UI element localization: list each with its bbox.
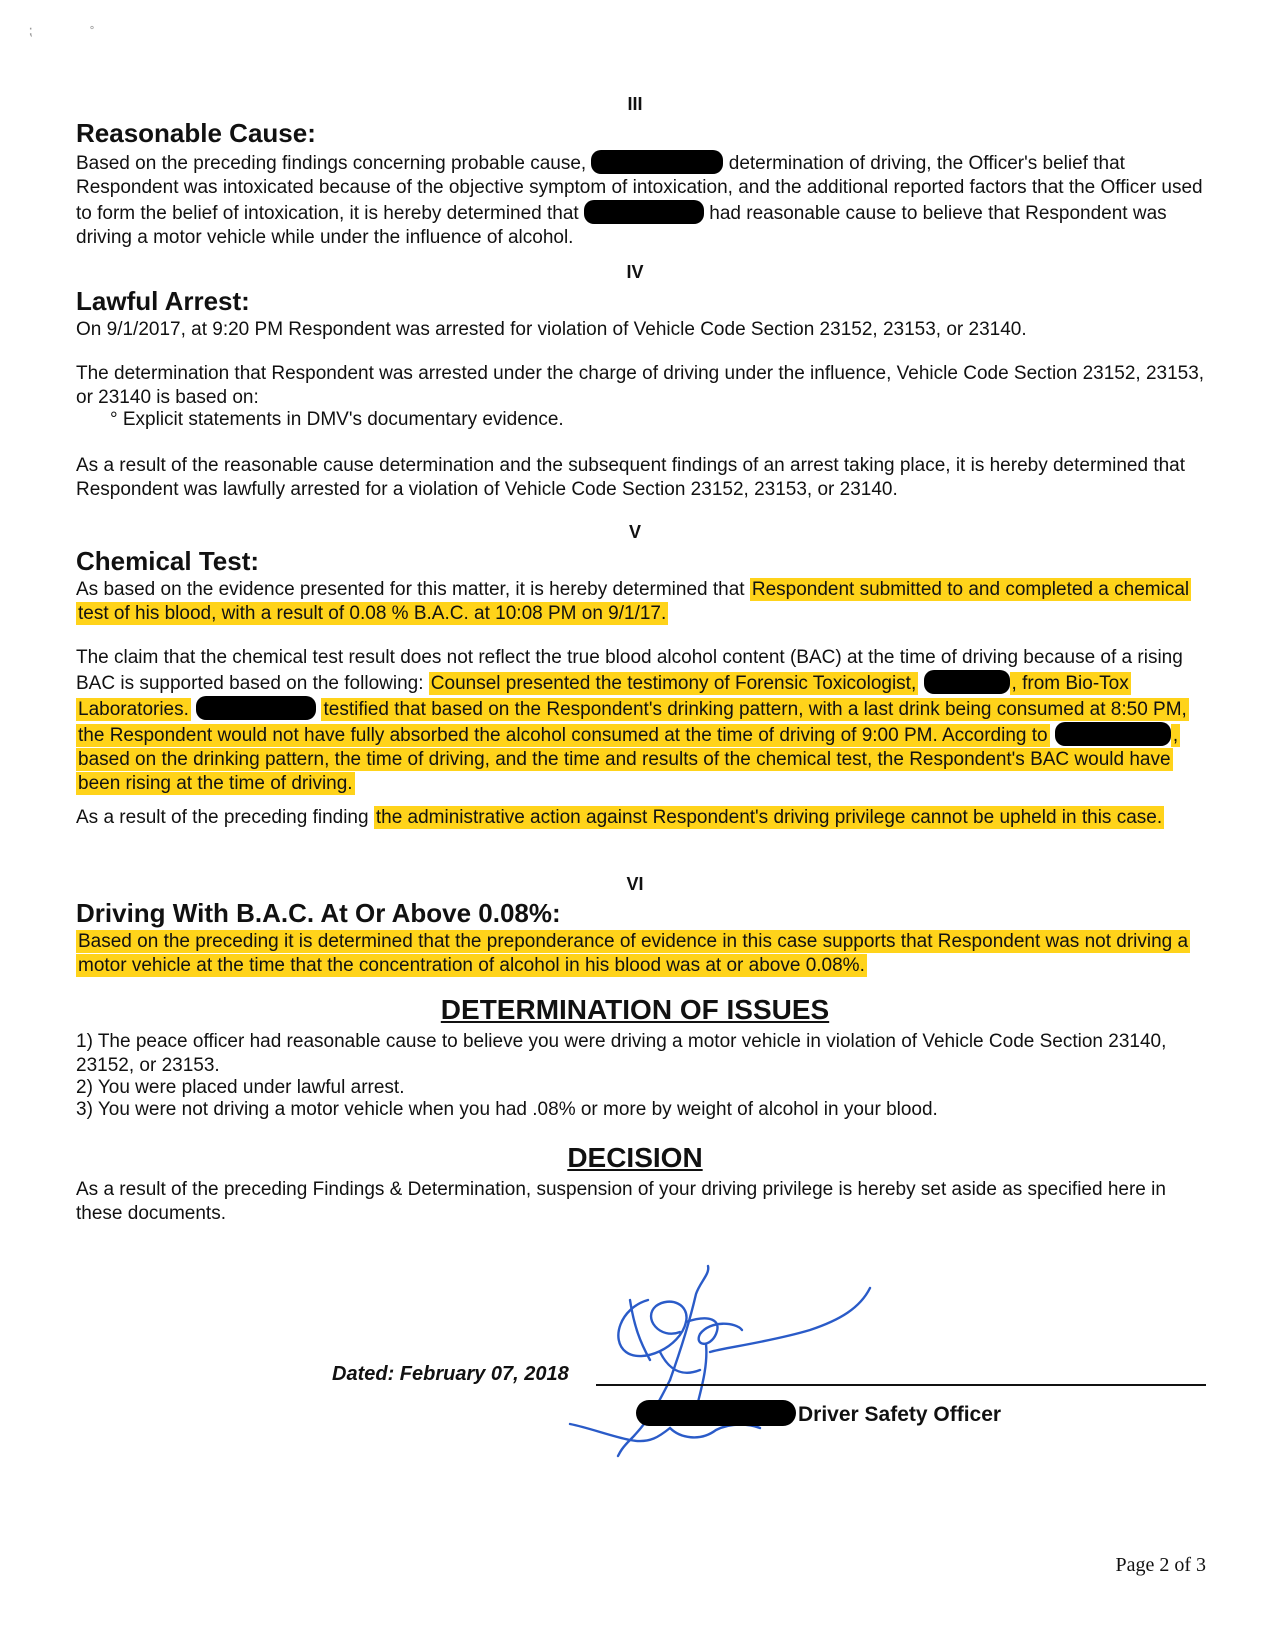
determination-item-1: 1) The peace officer had reasonable cause to believe you were driving a motor vehicle in violation of Vehicle Code Section 23140, 23152, or 23153. bbox=[76, 1031, 1167, 1076]
highlighted-text: , based on the drinking pattern, the time of driving, and the time and results of the chemical test, the Respondent's BAC would have been rising at the time of driving. bbox=[78, 725, 1179, 794]
officer-title bbox=[636, 1400, 1001, 1427]
highlighted-text: testified that based on the Respondent's drinking pattern, with a last drink being consumed at 8:50 PM, the Respondent would not have fully absorbed the alcohol consumed at the time of driving of 9:00 PM. According to bbox=[78, 699, 1187, 746]
chemical-test-p3 bbox=[76, 806, 1206, 830]
redaction-block bbox=[1055, 722, 1171, 746]
determination-heading: DETERMINATION OF ISSUES bbox=[440, 994, 830, 1025]
reasonable-cause-text-a: Based on the preceding findings concerning probable cause, bbox=[76, 153, 587, 174]
reasonable-cause-text-b: determination of driving, the Officer's belief that Respondent was intoxicated because of the objective symptom of intoxication, and the additional reported factors that the Officer used to form the belief of intoxication, it is hereby determined that bbox=[76, 153, 1203, 224]
highlighted-text: , from Bio-Tox Laboratories. bbox=[78, 673, 1129, 720]
scan-speck: ˚ bbox=[90, 24, 95, 40]
driving-bac-p1 bbox=[76, 930, 1206, 978]
lawful-arrest-p2: The determination that Respondent was arrested under the charge of driving under the influence, Vehicle Code Section 23152, 23153, or 23140 is based on: bbox=[76, 363, 1205, 408]
chemical-test-p2 bbox=[76, 646, 1206, 796]
highlighted-text: Respondent submitted to and completed a chemical test of his blood, with a result of 0.08 % B.A.C. at 10:08 PM on 9/1/17. bbox=[78, 579, 1190, 624]
page-number: Page 2 of 3 bbox=[1115, 1554, 1206, 1576]
reasonable-cause-heading: Reasonable Cause: bbox=[76, 118, 316, 148]
section-number-iii: III bbox=[627, 94, 643, 114]
lawful-arrest-p1: On 9/1/2017, at 9:20 PM Respondent was arrested for violation of Vehicle Code Section 23152, 23153, or 23140. bbox=[76, 319, 1027, 340]
lawful-arrest-heading: Lawful Arrest: bbox=[76, 286, 250, 316]
determination-item-2: 2) You were placed under lawful arrest. bbox=[76, 1077, 405, 1098]
highlighted-text: the administrative action against Respondent's driving privilege cannot be upheld in this case. bbox=[375, 807, 1163, 828]
reasonable-cause-paragraph bbox=[76, 150, 1206, 250]
chemical-test-p1 bbox=[76, 578, 1206, 626]
chemical-test-heading: Chemical Test: bbox=[76, 546, 260, 576]
section-number-vi: VI bbox=[626, 874, 644, 894]
decision-text: As a result of the preceding Findings & Determination, suspension of your driving privilege is hereby set aside as specified here in these documents. bbox=[76, 1179, 1166, 1224]
redaction-block bbox=[196, 696, 316, 720]
section-number-v: V bbox=[628, 522, 641, 542]
reasonable-cause-text-c: had reasonable cause to believe that Respondent was driving a motor vehicle while under the influence of alcohol. bbox=[76, 203, 1167, 248]
lawful-arrest-p3: As a result of the reasonable cause determination and the subsequent findings of an arrest taking place, it is hereby determined that Respondent was lawfully arrested for a violation of Vehicle Code Section 23152, 23153, or 23140. bbox=[76, 455, 1186, 500]
lawful-arrest-bullet: ° Explicit statements in DMV's documentary evidence. bbox=[110, 409, 564, 430]
determination-item-3: 3) You were not driving a motor vehicle when you had .08% or more by weight of alcohol in your blood. bbox=[76, 1099, 938, 1120]
signature-line bbox=[596, 1384, 1206, 1386]
driving-bac-heading: Driving With B.A.C. At Or Above 0.08%: bbox=[76, 898, 561, 928]
highlighted-text: Based on the preceding it is determined that the preponderance of evidence in this case supports that Respondent was not driving a motor vehicle at the time that the concentration of alcohol in his blood was at or above 0.08%. bbox=[78, 931, 1189, 976]
handwritten-signature bbox=[510, 1260, 930, 1460]
chemical-test-p3-text: As a result of the preceding finding bbox=[76, 807, 369, 828]
section-number-iv: IV bbox=[626, 262, 644, 282]
officer-title-text: Driver Safety Officer bbox=[798, 1403, 1002, 1426]
redaction-block bbox=[924, 670, 1010, 694]
highlighted-text: Counsel presented the testimony of Forensic Toxicologist, bbox=[430, 673, 917, 694]
scan-speck: ⁏ bbox=[28, 22, 33, 38]
decision-heading: DECISION bbox=[567, 1142, 703, 1173]
redaction-block bbox=[636, 1400, 796, 1426]
dated-label: Dated: February 07, 2018 bbox=[332, 1363, 569, 1385]
redaction-block bbox=[591, 150, 723, 174]
redaction-block bbox=[584, 200, 704, 224]
chemical-test-p2-text: The claim that the chemical test result does not reflect the true blood alcohol content (BAC) at the time of driving because of a rising BAC is supported based on the following: bbox=[76, 647, 1183, 694]
chemical-test-p1-text: As based on the evidence presented for this matter, it is hereby determined that bbox=[76, 579, 745, 600]
